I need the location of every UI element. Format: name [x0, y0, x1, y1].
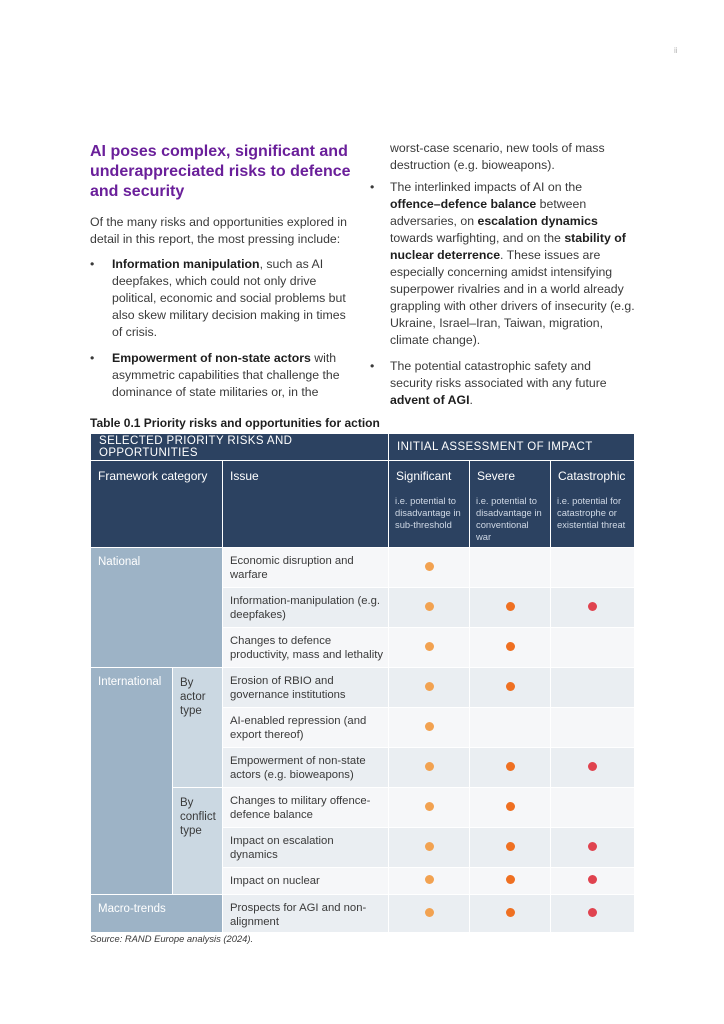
bullet-information-manipulation [90, 256, 358, 341]
column-description: i.e. potential to disadvantage in sub-threshold [395, 495, 461, 530]
significant-marker [425, 762, 434, 771]
category-national [91, 548, 223, 668]
severe-cell [470, 788, 551, 828]
column-header-severe [470, 461, 551, 548]
bullet-bold: Empowerment of non-state actors [112, 351, 311, 365]
issue-cell [223, 788, 389, 828]
severe-marker [506, 802, 515, 811]
significant-marker [425, 562, 434, 571]
severe-cell [470, 548, 551, 588]
bullet-text: The interlinked impacts of AI on the [390, 180, 583, 194]
severe-cell [470, 895, 551, 933]
bullet-bold: advent of AGI [390, 393, 470, 407]
significant-marker [425, 682, 434, 691]
issue-text: Changes to military offence-defence balance [230, 795, 371, 821]
subcategory-label: By conflict type [180, 797, 216, 837]
bullet-offence-defence [370, 179, 636, 349]
catastrophic-cell [551, 668, 635, 708]
section-heading: AI poses complex, significant and underappreciated risks to defence and security [90, 143, 351, 200]
bullet-text: worst-case scenario, new tools of mass destruction (e.g. bioweapons). [390, 141, 605, 172]
issue-text: Empowerment of non-state actors (e.g. bioweapons) [230, 755, 366, 781]
significant-marker [425, 602, 434, 611]
catastrophic-marker [588, 762, 597, 771]
catastrophic-marker [588, 908, 597, 917]
right-bullet-list [370, 140, 636, 409]
significant-cell [389, 788, 470, 828]
column-header-issue [223, 461, 389, 548]
subcategory-by-actor-type [173, 668, 223, 788]
category-macro-trends [91, 895, 223, 933]
catastrophic-cell [551, 868, 635, 895]
bullet-bold: stability of nuclear deterrence [390, 231, 626, 262]
category-label: National [98, 556, 141, 568]
severe-marker [506, 875, 515, 884]
issue-cell [223, 628, 389, 668]
issue-cell [223, 588, 389, 628]
issue-text: Prospects for AGI and non-alignment [230, 902, 367, 928]
issue-text: Impact on escalation dynamics [230, 835, 334, 861]
significant-cell [389, 668, 470, 708]
issue-text: Information-manipulation (e.g. deepfakes) [230, 595, 381, 621]
subcategory-label: By actor type [180, 677, 206, 717]
bullet-continuation [370, 140, 636, 174]
band-header-risks: SELECTED PRIORITY RISKS AND OPPORTUNITIES [91, 434, 389, 461]
severe-cell [470, 588, 551, 628]
column-title: Issue [230, 469, 259, 483]
intro-paragraph: Of the many risks and opportunities explored in detail in this report, the most pressing include: [90, 215, 348, 246]
issue-text: Changes to defence productivity, mass and lethality [230, 635, 383, 661]
bullet-text: The potential catastrophic safety and security risks associated with any future [390, 359, 607, 390]
catastrophic-marker [588, 602, 597, 611]
column-title: Framework category [98, 469, 208, 483]
severe-cell [470, 868, 551, 895]
significant-cell [389, 548, 470, 588]
column-title: Catastrophic [558, 469, 626, 483]
severe-cell [470, 708, 551, 748]
issue-cell [223, 868, 389, 895]
bullet-text: with asymmetric capabilities that challenge the dominance of state militaries or, in the [112, 351, 340, 399]
issue-text: AI-enabled repression (and export thereof) [230, 715, 367, 741]
catastrophic-cell [551, 708, 635, 748]
issue-text: Economic disruption and warfare [230, 555, 354, 581]
column-header-framework [91, 461, 223, 548]
severe-marker [506, 842, 515, 851]
page-marker: ii [674, 46, 678, 55]
bullet-bold: escalation dynamics [477, 214, 598, 228]
issue-text: Erosion of RBIO and governance institutions [230, 675, 346, 701]
bullet-text: between adversaries, on [390, 197, 587, 228]
column-title: Severe [477, 469, 516, 483]
significant-cell [389, 708, 470, 748]
bullet-marker: • [370, 359, 375, 373]
severe-marker [506, 602, 515, 611]
significant-cell [389, 628, 470, 668]
bullet-marker: • [90, 351, 95, 365]
category-label: International [98, 676, 162, 688]
table-row [91, 895, 635, 933]
severe-marker [506, 642, 515, 651]
column-header-significant [389, 461, 470, 548]
bullet-bold: Information manipulation [112, 257, 260, 271]
severe-cell [470, 748, 551, 788]
issue-cell [223, 748, 389, 788]
severe-cell [470, 628, 551, 668]
severe-cell [470, 828, 551, 868]
band-header-impact: INITIAL ASSESSMENT OF IMPACT [389, 434, 635, 461]
left-bullet-list [90, 256, 358, 401]
severe-marker [506, 682, 515, 691]
priority-risks-table [90, 433, 635, 933]
catastrophic-cell [551, 588, 635, 628]
table-row [91, 668, 635, 708]
catastrophic-marker [588, 875, 597, 884]
subcategory-by-conflict-type [173, 788, 223, 895]
catastrophic-cell [551, 628, 635, 668]
bullet-non-state-actors [90, 350, 358, 401]
significant-cell [389, 828, 470, 868]
table-caption: Table 0.1 Priority risks and opportunities for action [90, 416, 380, 430]
significant-marker [425, 875, 434, 884]
catastrophic-marker [588, 842, 597, 851]
left-column [90, 142, 358, 410]
bullet-marker: • [90, 257, 95, 271]
issue-text: Impact on nuclear [230, 875, 320, 887]
bullet-text: towards warfighting, and on the [390, 231, 565, 245]
significant-marker [425, 722, 434, 731]
issue-cell [223, 828, 389, 868]
significant-marker [425, 908, 434, 917]
significant-marker [425, 802, 434, 811]
bullet-text: . [469, 393, 473, 407]
catastrophic-cell [551, 548, 635, 588]
significant-cell [389, 895, 470, 933]
category-label: Macro-trends [98, 903, 166, 915]
issue-cell [223, 895, 389, 933]
catastrophic-cell [551, 895, 635, 933]
significant-marker [425, 642, 434, 651]
bullet-marker: • [370, 180, 375, 194]
severe-marker [506, 908, 515, 917]
catastrophic-cell [551, 828, 635, 868]
bullet-text: . These issues are especially concerning amidst intensifying superpower rivalries and in a world already grappling with other drivers of insecurity (e.g. Ukraine, Israel–Iran, Taiwan, migration, climate change). [390, 248, 635, 347]
catastrophic-cell [551, 788, 635, 828]
severe-cell [470, 668, 551, 708]
column-title: Significant [396, 469, 452, 483]
category-international [91, 668, 173, 895]
column-description: i.e. potential to disadvantage in conventional war [476, 495, 542, 542]
significant-cell [389, 868, 470, 895]
right-column [370, 140, 636, 418]
column-description: i.e. potential for catastrophe or existential threat [557, 495, 626, 530]
issue-cell [223, 708, 389, 748]
significant-cell [389, 748, 470, 788]
severe-marker [506, 762, 515, 771]
catastrophic-cell [551, 748, 635, 788]
column-header-catastrophic [551, 461, 635, 548]
issue-cell [223, 668, 389, 708]
significant-marker [425, 842, 434, 851]
source-note: Source: RAND Europe analysis (2024). [90, 933, 254, 944]
bullet-bold: offence–defence balance [390, 197, 537, 211]
issue-cell [223, 548, 389, 588]
table-row [91, 548, 635, 588]
bullet-text: , such as AI deepfakes, which could not only drive political, economic and social problems but also skew military decision making in times of crisis. [112, 257, 346, 339]
significant-cell [389, 588, 470, 628]
table-row [91, 788, 635, 828]
bullet-agi [370, 358, 636, 409]
